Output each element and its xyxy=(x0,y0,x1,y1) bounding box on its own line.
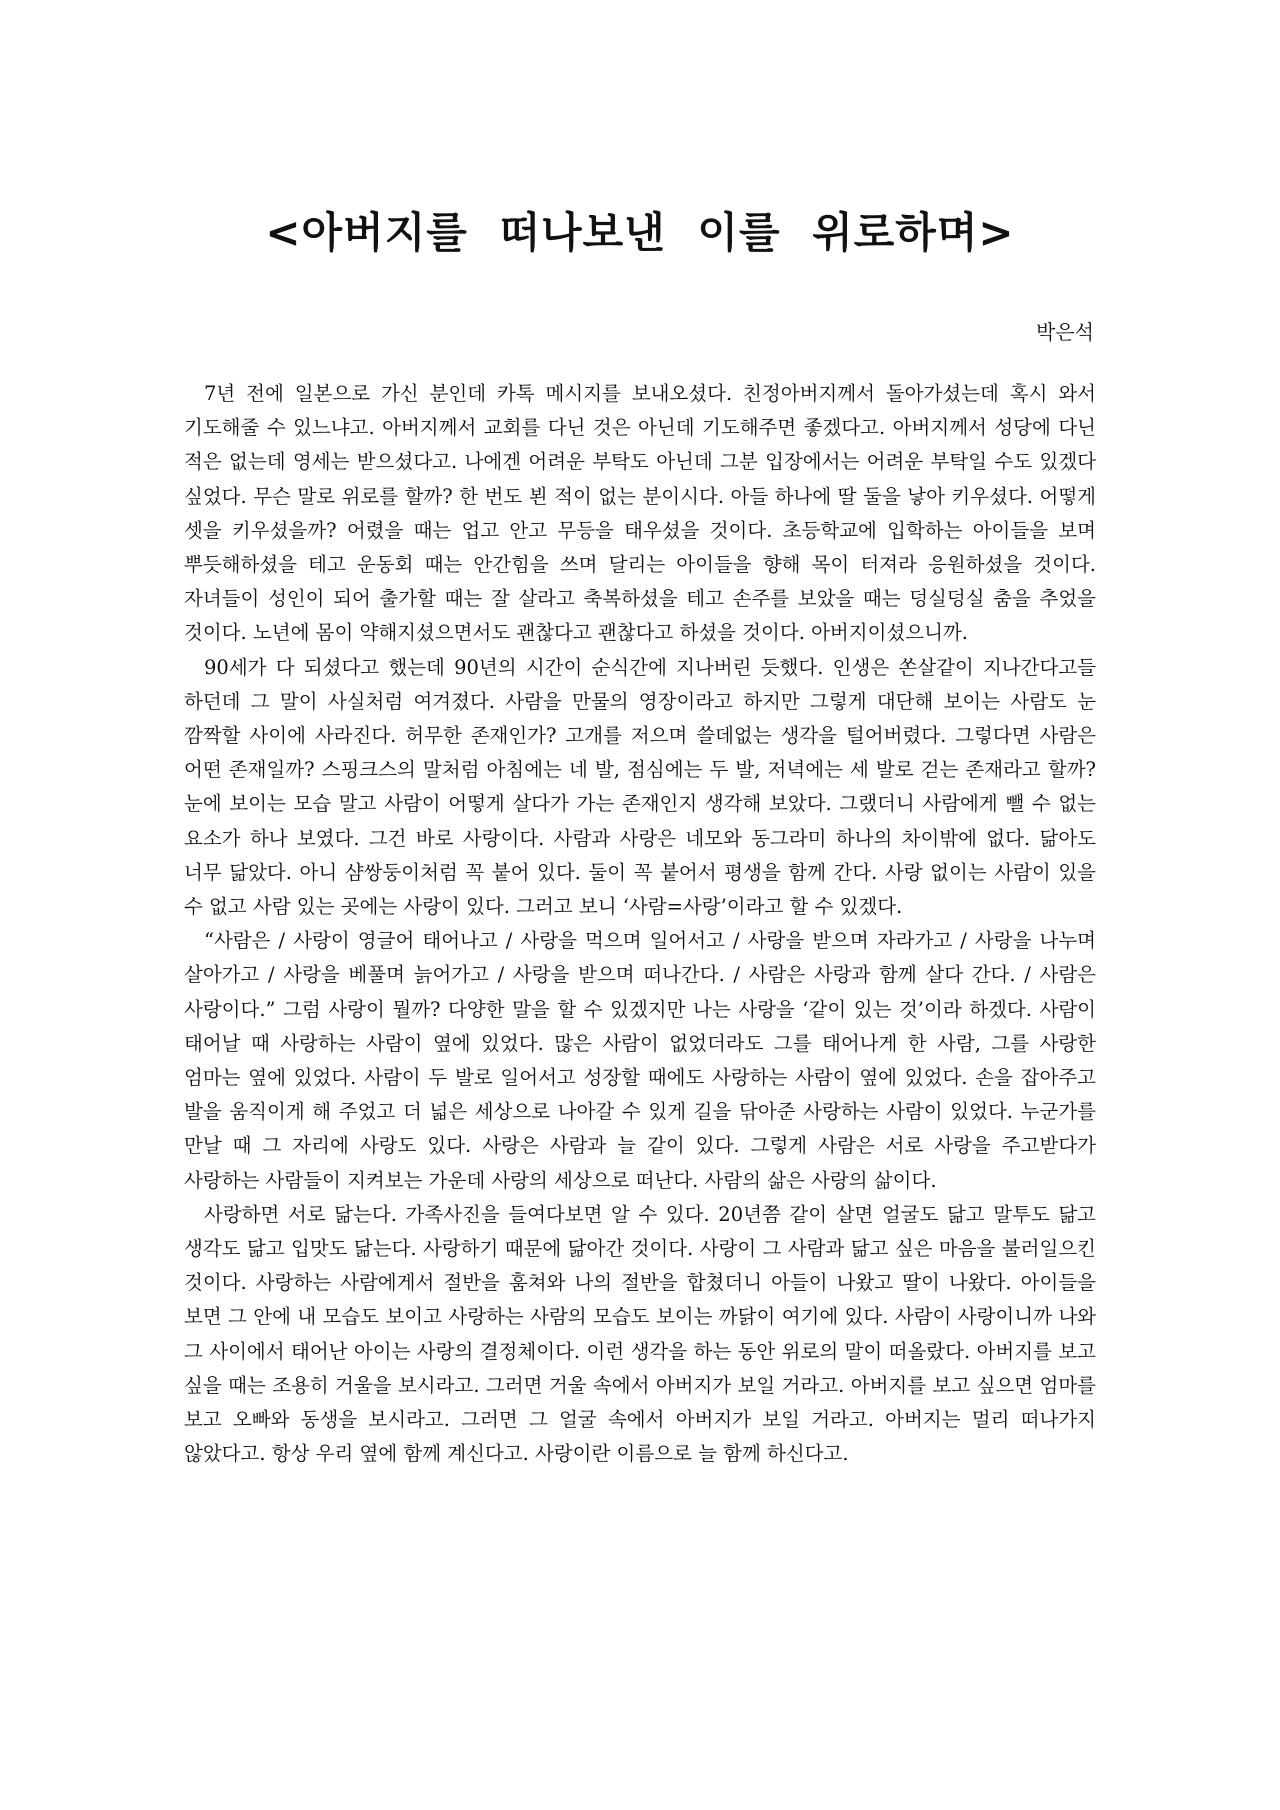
document-title: <아버지를 떠나보낸 이를 위로하며> xyxy=(265,208,1015,257)
paragraph: 7년 전에 일본으로 가신 분인데 카톡 메시지를 보내오셨다. 친정아버지께서 돌아가셨는데 혹시 와서 기도해줄 수 있느냐고. 아버지께서 교회를 다닌 것은 아닌데 기도해주면 좋겠다고. 아버지께서 성당에 다닌 적은 없는데 영세는 받으셨다고. 나에겐 어려운 부탁도 아닌데 그분 입장에서는 어려운 부탁일 수도 있겠다 싶었다. 무슨 말로 위로를 할까? 한 번도 뵌 적이 없는 분이시다. 아들 하나에 딸 둘을 낳아 키우셨다. 어떻게 셋을 키우셨을까? 어렸을 때는 업고 안고 무등을 태우셨을 것이다. 초등학교에 입학하는 아이들을 보며 뿌듯해하셨을 테고 운동회 때는 안간힘을 쓰며 달리는 아이들을 향해 목이 터져라 응원하셨을 것이다. 자녀들이 성인이 되어 출가할 때는 잘 살라고 축복하셨을 테고 손주를 보았을 때는 덩실덩실 춤을 추었을 것이다. 노년에 몸이 약해지셨으면서도 괜찮다고 괜찮다고 하셨을 것이다. 아버지이셨으니까. xyxy=(184,382,1096,645)
paragraph: “사람은 / 사랑이 영글어 태어나고 / 사랑을 먹으며 일어서고 / 사랑을 받으며 자라가고 / 사랑을 나누며 살아가고 / 사랑을 베풀며 늙어가고 / 사랑을 받으며 떠나간다. / 사람은 사랑과 함께 살다 간다. / 사람은 사랑이다.” 그럼 사랑이 뭘까? 다양한 말을 할 수 있겠지만 나는 사랑을 ‘같이 있는 것’이라 하겠다. 사람이 태어날 때 사랑하는 사람이 옆에 있었다. 많은 사람이 없었더라도 그를 태어나게 한 사람, 그를 사랑한 엄마는 옆에 있었다. 사람이 두 발로 일어서고 성장할 때에도 사랑하는 사람이 옆에 있었다. 손을 잡아주고 발을 움직이게 해 주었고 더 넓은 세상으로 나아갈 수 있게 길을 닦아준 사랑하는 사람이 있었다. 누군가를 만날 때 그 자리에 사랑도 있다. 사랑은 사람과 늘 같이 있다. 그렇게 사람은 서로 사랑을 주고받다가 사랑하는 사람들이 지켜보는 가운데 사랑의 세상으로 떠난다. 사람의 삶은 사랑의 삶이다. xyxy=(184,929,1096,1192)
paragraph: 사랑하면 서로 닮는다. 가족사진을 들여다보면 알 수 있다. 20년쯤 같이 살면 얼굴도 닮고 말투도 닮고 생각도 닮고 입맛도 닮는다. 사랑하기 때문에 닮아간 것이다. 사랑이 그 사람과 닮고 싶은 마음을 불러일으킨 것이다. 사랑하는 사람에게서 절반을 훔쳐와 나의 절반을 합쳤더니 아들이 나왔고 딸이 나왔다. 아이들을 보면 그 안에 내 모습도 보이고 사랑하는 사람의 모습도 보이는 까닭이 여기에 있다. 사람이 사랑이니까 나와 그 사이에서 태어난 아이는 사랑의 결정체이다. 이런 생각을 하는 동안 위로의 말이 떠올랐다. 아버지를 보고 싶을 때는 조용히 거울을 보시라고. 그러면 거울 속에서 아버지가 보일 거라고. 아버지를 보고 싶으면 엄마를 보고 오빠와 동생을 보시라고. 그러면 그 얼굴 속에서 아버지가 보일 거라고. 아버지는 멀리 떠나가지 않았다고. 항상 우리 옆에 함께 계신다고. 사랑이란 이름으로 늘 함께 하신다고. xyxy=(184,1202,1096,1466)
author-name: 박은석 xyxy=(1036,320,1094,344)
document-body xyxy=(184,377,1096,1472)
paragraph: 90세가 다 되셨다고 했는데 90년의 시간이 순식간에 지나버린 듯했다. 인생은 쏜살같이 지나간다고들 하던데 그 말이 사실처럼 여겨졌다. 사람을 만물의 영장이라고 하지만 그렇게 대단해 보이는 사람도 눈 깜짝할 사이에 사라진다. 허무한 존재인가? 고개를 저으며 쓸데없는 생각을 털어버렸다. 그렇다면 사람은 어떤 존재일까? 스핑크스의 말처럼 아침에는 네 발, 점심에는 두 발, 저녁에는 세 발로 걷는 존재라고 할까? 눈에 보이는 모습 말고 사람이 어떻게 살다가 가는 존재인지 생각해 보았다. 그랬더니 사람에게 뺄 수 없는 요소가 하나 보였다. 그건 바로 사랑이다. 사람과 사랑은 네모와 동그라미 하나의 차이밖에 없다. 닮아도 너무 닮았다. 아니 샴쌍둥이처럼 꼭 붙어 있다. 둘이 꼭 붙어서 평생을 함께 간다. 사랑 없이는 사람이 있을 수 없고 사람 있는 곳에는 사랑이 있다. 그러고 보니 ‘사람=사랑’이라고 할 수 있겠다. xyxy=(184,655,1096,919)
